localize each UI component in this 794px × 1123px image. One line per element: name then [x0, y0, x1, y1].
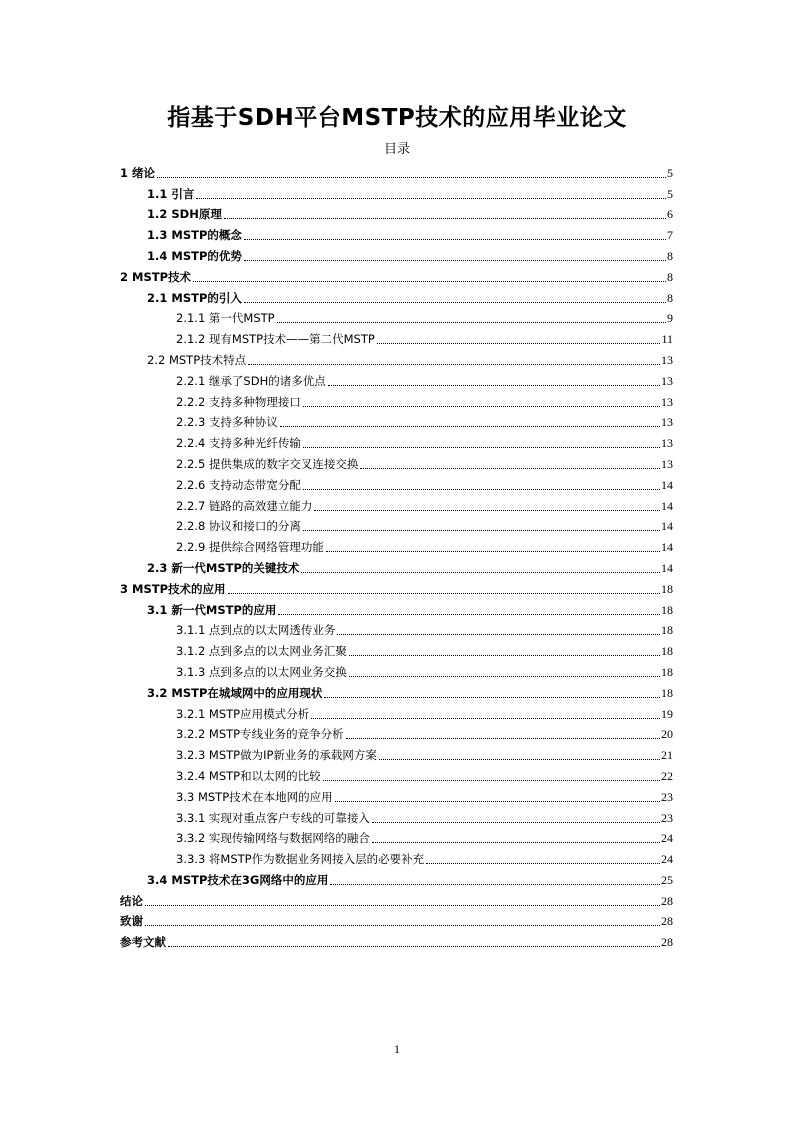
toc-entry-page: 14 — [661, 519, 673, 534]
toc-entry-label: 3.2.3 MSTP做为IP新业务的承载网方案 — [176, 748, 377, 763]
toc-entry-label: 3.4 MSTP技术在3G网络中的应用 — [147, 872, 329, 887]
toc-entry-page: 28 — [661, 893, 673, 908]
toc-entry-page: 24 — [661, 852, 673, 867]
toc-dot-leader — [349, 654, 660, 656]
toc-entry[interactable] — [120, 680, 673, 701]
toc-dot-leader — [278, 613, 660, 615]
toc-entry-page: 23 — [661, 810, 673, 825]
toc-entry-label: 2.2.7 链路的高效建立能力 — [176, 498, 313, 513]
toc-entry-label: 3.3.1 实现对重点客户专线的可靠接入 — [176, 810, 370, 825]
toc-entry-label: 2.2.5 提供集成的数字交叉连接交换 — [176, 456, 359, 471]
toc-dot-leader — [346, 737, 660, 739]
toc-entry-label: 3.1.2 点到多点的以太网业务汇聚 — [176, 644, 347, 659]
toc-dot-leader — [244, 259, 666, 261]
toc-dot-leader — [303, 446, 660, 448]
toc-entry-page: 5 — [667, 165, 673, 180]
toc-entry-page: 11 — [661, 332, 673, 347]
toc-entry-page: 8 — [667, 290, 673, 305]
toc-entry[interactable] — [120, 430, 673, 451]
toc-entry-page: 23 — [661, 789, 673, 804]
toc-entry-label: 2.2.4 支持多种光纤传输 — [176, 436, 301, 451]
toc-entry-label: 1 绪论 — [120, 165, 156, 180]
toc-entry-page: 28 — [661, 914, 673, 929]
toc-entry-page: 13 — [661, 456, 673, 471]
toc-entry-page: 13 — [661, 394, 673, 409]
toc-dot-leader — [372, 821, 660, 823]
toc-entry-page: 6 — [667, 207, 673, 222]
toc-entry[interactable] — [120, 826, 673, 847]
toc-entry-label: 2.2 MSTP技术特点 — [147, 352, 247, 367]
toc-entry[interactable] — [120, 638, 673, 659]
toc-dot-leader — [301, 571, 660, 573]
toc-entry-page: 9 — [667, 311, 673, 326]
toc-entry-label: 3.1 新一代MSTP的应用 — [147, 602, 277, 617]
toc-dot-leader — [326, 550, 660, 552]
toc-entry[interactable] — [120, 929, 673, 950]
toc-dot-leader — [145, 904, 660, 906]
toc-dot-leader — [324, 696, 660, 698]
toc-entry-page: 24 — [661, 831, 673, 846]
toc-entry[interactable] — [120, 347, 673, 368]
toc-entry[interactable] — [120, 763, 673, 784]
toc-entry[interactable] — [120, 472, 673, 493]
toc-entry-label: 2.2.1 继承了SDH的诸多优点 — [176, 373, 326, 388]
toc-entry[interactable] — [120, 784, 673, 805]
toc-dot-leader — [360, 467, 660, 469]
toc-dot-leader — [372, 841, 660, 843]
toc-entry[interactable] — [120, 576, 673, 597]
toc-dot-leader — [303, 405, 660, 407]
toc-entry[interactable] — [120, 306, 673, 327]
toc-entry-page: 14 — [661, 560, 673, 575]
toc-entry-label: 2.2.9 提供综合网络管理功能 — [176, 540, 324, 555]
toc-entry-page: 13 — [661, 415, 673, 430]
toc-entry[interactable] — [120, 659, 673, 680]
toc-entry-label: 2 MSTP技术 — [120, 269, 192, 284]
toc-entry-page: 22 — [661, 768, 673, 783]
toc-entry-label: 3.2.2 MSTP专线业务的竞争分析 — [176, 727, 344, 742]
toc-entry[interactable] — [120, 160, 673, 181]
toc-entry-page: 14 — [661, 498, 673, 513]
page-number: 1 — [394, 1042, 400, 1056]
toc-dot-leader — [244, 238, 666, 240]
toc-entry[interactable] — [120, 742, 673, 763]
toc-entry[interactable] — [120, 597, 673, 618]
toc-entry[interactable] — [120, 264, 673, 285]
toc-entry-page: 8 — [667, 269, 673, 284]
toc-entry-page: 5 — [667, 186, 673, 201]
table-of-contents — [120, 160, 673, 950]
toc-dot-leader — [311, 717, 660, 719]
toc-dot-leader — [323, 779, 660, 781]
toc-dot-leader — [303, 488, 660, 490]
toc-entry-label: 3.3.3 将MSTP作为数据业务网接入层的必要补充 — [176, 852, 425, 867]
toc-entry[interactable] — [120, 181, 673, 202]
toc-entry[interactable] — [120, 514, 673, 535]
toc-dot-leader — [379, 758, 660, 760]
toc-dot-leader — [377, 342, 661, 344]
toc-entry-page: 13 — [661, 436, 673, 451]
toc-entry[interactable] — [120, 451, 673, 472]
toc-dot-leader — [224, 217, 666, 219]
toc-entry-label: 致谢 — [120, 914, 143, 929]
toc-entry[interactable] — [120, 867, 673, 888]
toc-entry[interactable] — [120, 222, 673, 243]
toc-entry-page: 21 — [661, 748, 673, 763]
toc-entry-label: 3.3.2 实现传输网络与数据网络的融合 — [176, 831, 370, 846]
toc-entry-label: 3.2.1 MSTP应用模式分析 — [176, 706, 310, 721]
toc-entry[interactable] — [120, 368, 673, 389]
toc-entry[interactable] — [120, 534, 673, 555]
toc-dot-leader — [303, 529, 660, 531]
toc-entry-label: 3.2.4 MSTP和以太网的比较 — [176, 768, 321, 783]
toc-entry-label: 1.1 引言 — [147, 186, 195, 201]
toc-dot-leader — [157, 176, 666, 178]
toc-entry[interactable] — [120, 243, 673, 264]
toc-entry-page: 18 — [661, 664, 673, 679]
toc-entry[interactable] — [120, 389, 673, 410]
toc-dot-leader — [145, 924, 660, 926]
toc-heading: 目录 — [383, 142, 410, 157]
toc-entry-page: 13 — [661, 352, 673, 367]
toc-dot-leader — [337, 633, 660, 635]
toc-entry-page: 7 — [667, 228, 673, 243]
toc-entry-label: 3.3 MSTP技术在本地网的应用 — [176, 789, 333, 804]
toc-entry-label: 1.4 MSTP的优势 — [147, 248, 242, 263]
toc-entry-page: 18 — [661, 644, 673, 659]
toc-entry[interactable] — [120, 285, 673, 306]
toc-entry-page: 13 — [661, 373, 673, 388]
toc-dot-leader — [328, 384, 660, 386]
toc-dot-leader — [335, 800, 660, 802]
toc-entry[interactable] — [120, 846, 673, 867]
toc-entry-label: 3.1.1 点到点的以太网透传业务 — [176, 623, 336, 638]
toc-dot-leader — [244, 301, 666, 303]
toc-entry-label: 3.2 MSTP在城域网中的应用现状 — [147, 685, 323, 700]
toc-entry-page: 25 — [661, 872, 673, 887]
toc-entry-label: 2.3 新一代MSTP的关键技术 — [147, 560, 300, 575]
toc-dot-leader — [330, 883, 660, 885]
toc-entry-page: 14 — [661, 477, 673, 492]
toc-entry-label: 3 MSTP技术的应用 — [120, 581, 226, 596]
toc-entry-page: 20 — [661, 727, 673, 742]
toc-entry-label: 3.1.3 点到多点的以太网业务交换 — [176, 664, 347, 679]
toc-entry-label: 1.3 MSTP的概念 — [147, 228, 242, 243]
toc-entry-page: 8 — [667, 248, 673, 263]
toc-entry-label: 结论 — [120, 893, 143, 908]
toc-entry-page: 18 — [661, 623, 673, 638]
toc-dot-leader — [196, 197, 666, 199]
toc-entry-label: 参考文献 — [120, 935, 166, 950]
toc-entry-label: 2.2.8 协议和接口的分离 — [176, 519, 301, 534]
toc-dot-leader — [248, 363, 660, 365]
toc-entry-label: 2.1.1 第一代MSTP — [176, 311, 275, 326]
toc-entry[interactable] — [120, 493, 673, 514]
toc-dot-leader — [314, 509, 660, 511]
toc-dot-leader — [280, 425, 660, 427]
toc-entry[interactable] — [120, 909, 673, 930]
toc-entry-page: 19 — [661, 706, 673, 721]
toc-entry[interactable] — [120, 326, 673, 347]
toc-entry[interactable] — [120, 888, 673, 909]
toc-entry[interactable] — [120, 701, 673, 722]
toc-dot-leader — [193, 280, 666, 282]
toc-entry-label: 2.1.2 现有MSTP技术——第二代MSTP — [176, 332, 375, 347]
toc-entry-label: 1.2 SDH原理 — [147, 207, 222, 222]
toc-entry-label: 2.1 MSTP的引入 — [147, 290, 242, 305]
toc-entry[interactable] — [120, 805, 673, 826]
toc-entry-label: 2.2.2 支持多种物理接口 — [176, 394, 301, 409]
toc-dot-leader — [228, 592, 660, 594]
toc-entry[interactable] — [120, 722, 673, 743]
toc-entry[interactable] — [120, 555, 673, 576]
toc-entry[interactable] — [120, 202, 673, 223]
toc-entry-label: 2.2.3 支持多种协议 — [176, 415, 278, 430]
toc-dot-leader — [277, 321, 666, 323]
toc-entry-page: 18 — [661, 685, 673, 700]
toc-entry-label: 2.2.6 支持动态带宽分配 — [176, 477, 301, 492]
toc-dot-leader — [349, 675, 660, 677]
toc-dot-leader — [426, 862, 660, 864]
toc-entry-page: 14 — [661, 540, 673, 555]
toc-entry-page: 18 — [661, 581, 673, 596]
toc-entry[interactable] — [120, 410, 673, 431]
toc-dot-leader — [168, 945, 660, 947]
toc-entry-page: 18 — [661, 602, 673, 617]
toc-entry-page: 28 — [661, 935, 673, 950]
toc-entry[interactable] — [120, 618, 673, 639]
document-title: 指基于SDH平台MSTP技术的应用毕业论文 — [167, 105, 627, 131]
